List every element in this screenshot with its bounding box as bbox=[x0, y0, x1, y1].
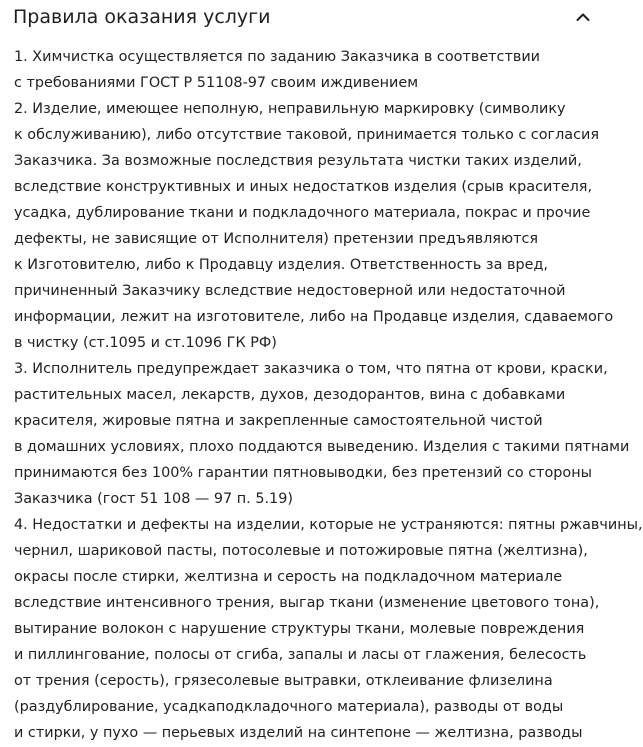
rules-line: вследствие конструктивных и иных недостатков изделия (срыв красителя, bbox=[14, 179, 593, 195]
rules-text bbox=[14, 44, 643, 746]
rules-line: вследствие интенсивного трения, выгар ткани (изменение цветового тона), bbox=[14, 595, 600, 611]
rules-line: к Изготовителю, либо к Продавцу изделия. Ответственность за вред, bbox=[14, 257, 548, 273]
rules-line: 3. Исполнитель предупреждает заказчика о том, что пятна от крови, краски, bbox=[14, 361, 608, 377]
rules-line: Заказчика. За возможные последствия результата чистки таких изделий, bbox=[14, 153, 582, 169]
rules-line: вытирание волокон с нарушение структуры ткани, молевые повреждения bbox=[14, 621, 585, 637]
rules-line: 4. Недостатки и дефекты на изделии, которые не устраняются: пятны ржавчины, bbox=[14, 517, 643, 533]
rules-line: информации, лежит на изготовителе, либо на Продавце изделия, сдаваемого bbox=[14, 309, 614, 325]
rules-line: в домашних условиях, плохо поддаются выведению. Изделия с такими пятнами bbox=[14, 439, 630, 455]
rules-line: в чистку (ст.1095 и ст.1096 ГК РФ) bbox=[14, 335, 277, 351]
section-header[interactable] bbox=[13, 3, 593, 35]
rules-line: принимаются без 100% гарантии пятновыводки, без претензий со стороны bbox=[14, 465, 593, 481]
rules-line: окрасы после стирки, желтизна и серость на подкладочном материале bbox=[14, 569, 563, 585]
rules-line: причиненный Заказчику вследствие недостоверной или недостаточной bbox=[14, 283, 566, 299]
rules-line: растительных масел, лекарств, духов, дезодорантов, вина с добавками bbox=[14, 387, 566, 403]
rules-line: с требованиями ГОСТ Р 51108-97 своим иждивением bbox=[14, 75, 419, 91]
rules-line: Заказчика (гост 51 108 — 97 п. 5.19) bbox=[14, 491, 293, 507]
chevron-up-icon[interactable] bbox=[573, 7, 593, 27]
rules-line: и стирки, у пухо — перьевых изделий на синтепоне — желтизна, разводы bbox=[14, 725, 583, 741]
rules-line: от трения (серость), грязесолевые вытравки, отклеивание флизелина bbox=[14, 673, 553, 689]
rules-line: (раздублирование, усадкаподкладочного материала), разводы от воды bbox=[14, 699, 564, 715]
rules-line: усадка, дублирование ткани и подкладочного материала, покрас и прочие bbox=[14, 205, 591, 221]
rules-line: к обслуживанию), либо отсутствие таковой, принимается только с согласия bbox=[14, 127, 600, 143]
rules-line: 2. Изделие, имеющее неполную, неправильную маркировку (символику bbox=[14, 101, 566, 117]
rules-line: и пиллингование, полосы от сгиба, запалы и ласы от глажения, белесость bbox=[14, 647, 587, 663]
rules-line: дефекты, не зависящие от Исполнителя) претензии предъявляются bbox=[14, 231, 539, 247]
rules-line: чернил, шариковой пасты, потосолевые и потожировые пятна (желтизна), bbox=[14, 543, 588, 559]
rules-line: 1. Химчистка осуществляется по заданию Заказчика в соответствии bbox=[14, 49, 541, 65]
rules-line: красителя, жировые пятна и закрепленные самостоятельной чистой bbox=[14, 413, 543, 429]
section-title: Правила оказания услуги bbox=[13, 6, 271, 28]
